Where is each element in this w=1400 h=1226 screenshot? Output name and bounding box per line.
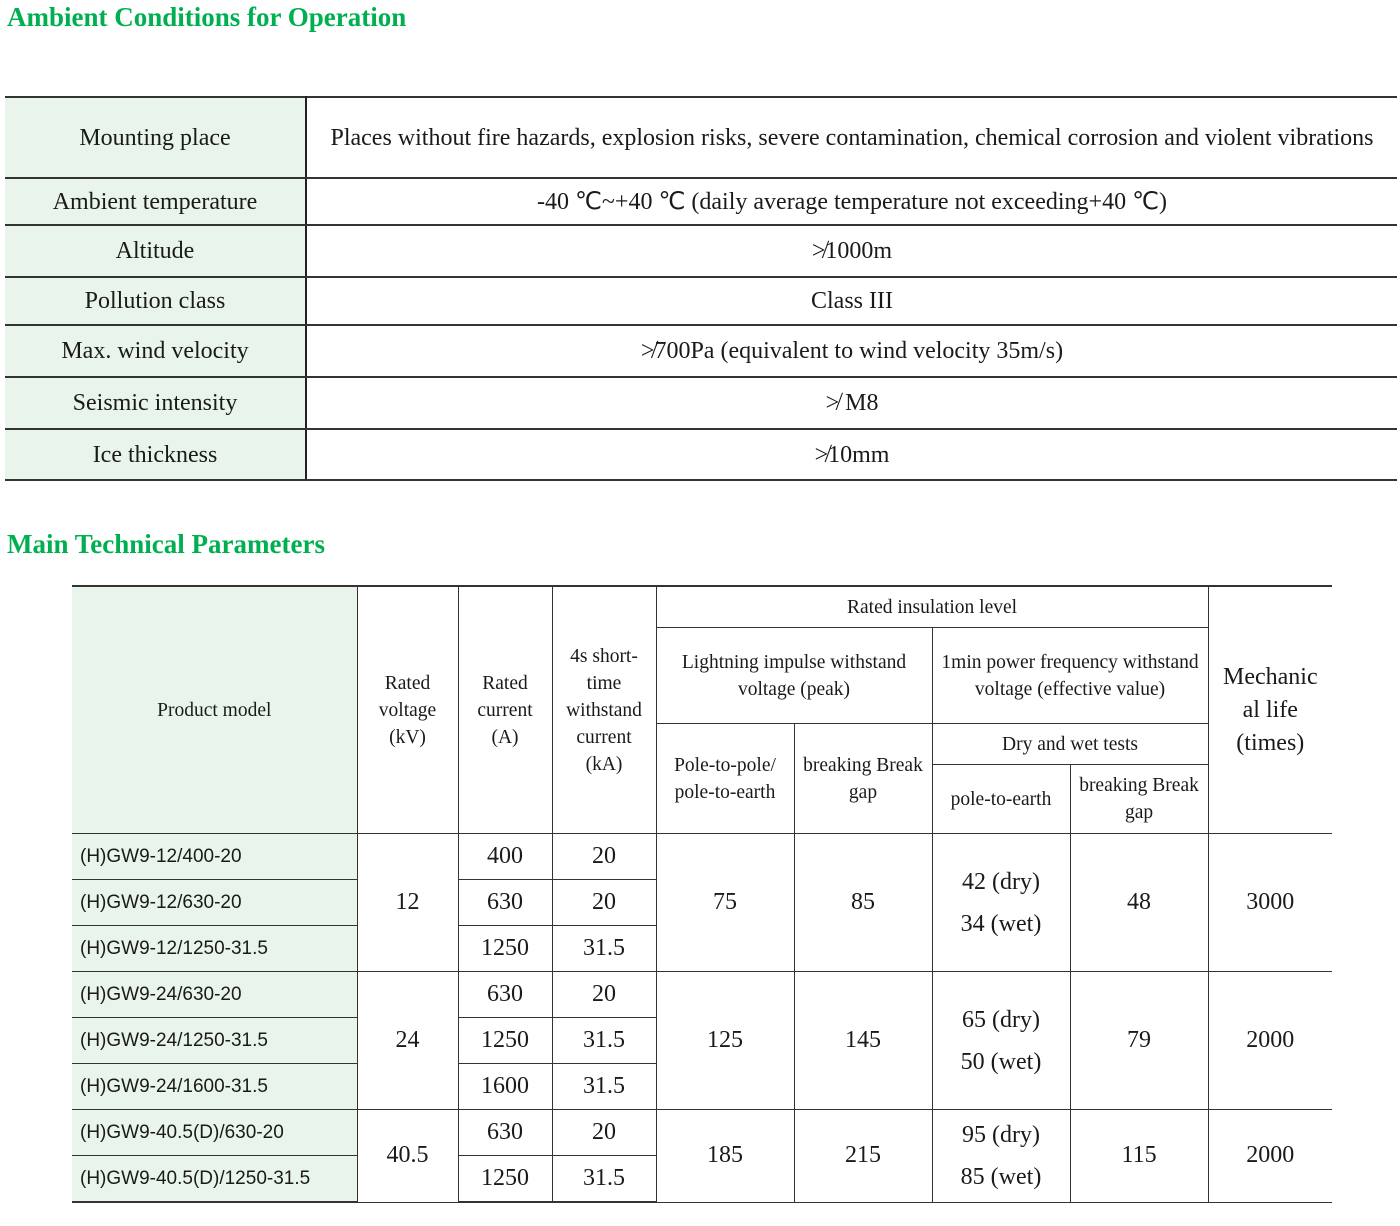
row-value: ≯1000m — [306, 225, 1397, 277]
row-label: Seismic intensity — [5, 377, 306, 429]
lightning-gap-value: 215 — [794, 1110, 932, 1203]
table-row — [5, 277, 1397, 325]
power-freq-pole-value — [932, 972, 1070, 1110]
rated-current: 1250 — [458, 1156, 552, 1203]
row-value: Class III — [306, 277, 1397, 325]
table-row — [5, 225, 1397, 277]
product-model: (H)GW9-24/1250-31.5 — [72, 1018, 357, 1064]
row-label: Pollution class — [5, 277, 306, 325]
rated-voltage: 12 — [357, 834, 458, 972]
power-freq-gap-value: 79 — [1070, 972, 1208, 1110]
header-break-gap-power: breaking Break gap — [1070, 765, 1208, 834]
product-model: (H)GW9-12/630-20 — [72, 880, 357, 926]
section-title-technical-parameters: Main Technical Parameters — [7, 529, 325, 559]
rated-current: 630 — [458, 880, 552, 926]
short-time-current: 31.5 — [552, 1064, 656, 1110]
rated-voltage: 40.5 — [357, 1110, 458, 1203]
lightning-gap-value: 85 — [794, 834, 932, 972]
row-label: Altitude — [5, 225, 306, 277]
ambient-conditions-table — [5, 96, 1397, 481]
wet-value: 34 (wet) — [960, 910, 1042, 937]
product-model: (H)GW9-12/400-20 — [72, 834, 357, 880]
rated-current: 1600 — [458, 1064, 552, 1110]
row-value: -40 ℃~+40 ℃ (daily average temperature not exceeding+40 ℃) — [306, 178, 1397, 225]
table-row — [72, 1110, 1332, 1156]
header-mechanical-life: Mechanic al life (times) — [1208, 586, 1332, 834]
short-time-current: 20 — [552, 972, 656, 1018]
dry-value: 95 (dry) — [962, 1121, 1040, 1148]
short-time-current: 20 — [552, 880, 656, 926]
header-lightning-impulse: Lightning impulse withstand voltage (peak) — [656, 628, 932, 724]
table-row — [72, 972, 1332, 1018]
row-value: ≯700Pa (equivalent to wind velocity 35m/s) — [306, 325, 1397, 377]
row-value: Places without fire hazards, explosion risks, severe contamination, chemical corrosion and violent vibrations — [306, 97, 1397, 178]
header-power-frequency: 1min power frequency withstand voltage (effective value) — [932, 628, 1208, 724]
wet-value: 85 (wet) — [960, 1163, 1042, 1190]
power-freq-gap-value: 48 — [1070, 834, 1208, 972]
technical-parameters-table — [72, 585, 1332, 1203]
lightning-gap-value: 145 — [794, 972, 932, 1110]
lightning-pole-value: 75 — [656, 834, 794, 972]
rated-current: 1250 — [458, 1018, 552, 1064]
lightning-pole-value: 125 — [656, 972, 794, 1110]
product-model: (H)GW9-40.5(D)/1250-31.5 — [72, 1156, 357, 1203]
rated-current: 1250 — [458, 926, 552, 972]
mechanical-life-value: 2000 — [1208, 1110, 1332, 1203]
row-label: Ambient temperature — [5, 178, 306, 225]
product-model: (H)GW9-40.5(D)/630-20 — [72, 1110, 357, 1156]
table-row — [5, 377, 1397, 429]
short-time-current: 20 — [552, 834, 656, 880]
product-model: (H)GW9-12/1250-31.5 — [72, 926, 357, 972]
header-short-time-current: 4s short-time withstand current (kA) — [552, 586, 656, 834]
table-row — [5, 429, 1397, 480]
table-row — [5, 178, 1397, 225]
table-row — [5, 325, 1397, 377]
row-label: Max. wind velocity — [5, 325, 306, 377]
header-rated-voltage: Rated voltage (kV) — [357, 586, 458, 834]
row-label: Ice thickness — [5, 429, 306, 480]
rated-current: 630 — [458, 972, 552, 1018]
header-dry-wet-tests: Dry and wet tests — [932, 724, 1208, 765]
header-pole-to-pole: Pole-to-pole/ pole-to-earth — [656, 724, 794, 834]
row-label: Mounting place — [5, 97, 306, 178]
mechanical-life-value: 2000 — [1208, 972, 1332, 1110]
section-title-ambient-conditions: Ambient Conditions for Operation — [7, 2, 407, 32]
header-rated-insulation-level: Rated insulation level — [656, 586, 1208, 628]
rated-current: 400 — [458, 834, 552, 880]
short-time-current: 31.5 — [552, 1156, 656, 1203]
header-break-gap-lightning: breaking Break gap — [794, 724, 932, 834]
row-value: ≯10mm — [306, 429, 1397, 480]
lightning-pole-value: 185 — [656, 1110, 794, 1203]
rated-voltage: 24 — [357, 972, 458, 1110]
table-row — [72, 834, 1332, 880]
mechanical-life-value: 3000 — [1208, 834, 1332, 972]
dry-value: 65 (dry) — [962, 1006, 1040, 1033]
short-time-current: 31.5 — [552, 926, 656, 972]
dry-value: 42 (dry) — [962, 868, 1040, 895]
product-model: (H)GW9-24/630-20 — [72, 972, 357, 1018]
power-freq-pole-value — [932, 834, 1070, 972]
short-time-current: 20 — [552, 1110, 656, 1156]
wet-value: 50 (wet) — [960, 1048, 1042, 1075]
rated-current: 630 — [458, 1110, 552, 1156]
table-row — [5, 97, 1397, 178]
header-pole-to-earth: pole-to-earth — [932, 765, 1070, 834]
header-product-model: Product model — [72, 586, 357, 834]
power-freq-pole-value — [932, 1110, 1070, 1203]
power-freq-gap-value: 115 — [1070, 1110, 1208, 1203]
header-rated-current: Rated current (A) — [458, 586, 552, 834]
product-model: (H)GW9-24/1600-31.5 — [72, 1064, 357, 1110]
row-value: ≯ M8 — [306, 377, 1397, 429]
short-time-current: 31.5 — [552, 1018, 656, 1064]
